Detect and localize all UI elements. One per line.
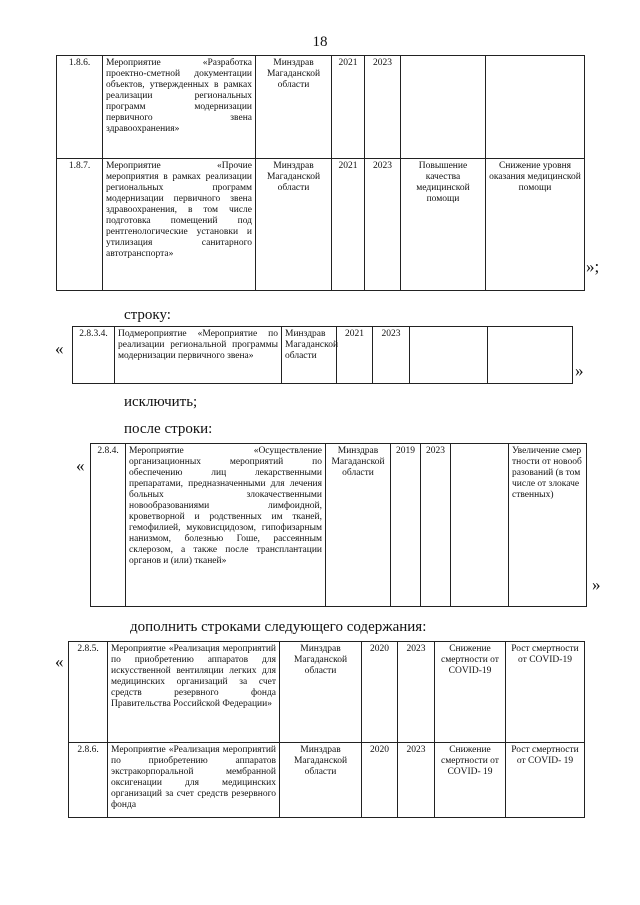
measure-name: Мероприятие «Реализация мероприятий по приобретению аппаратов экстракорпоральной мембранной оксигенации для медицинских организаций за счет средств резервного фонда (108, 743, 280, 818)
row-number: 2.8.5. (69, 642, 108, 743)
consequence: Увеличение смертности от новообразований (в том числе от злокачественных) (509, 444, 587, 607)
table-row (69, 743, 585, 818)
expected-result (401, 56, 486, 159)
expected-result (410, 327, 488, 384)
row-number: 2.8.3.4. (73, 327, 115, 384)
responsible-org: Минздрав Магаданской области (256, 56, 332, 159)
table-row (73, 327, 573, 384)
close-quote-3: » (592, 575, 601, 594)
expected-result: Снижение смертности от COVID- 19 (435, 743, 506, 818)
table-row (69, 642, 585, 743)
expected-result: Снижение смертности от COVID-19 (435, 642, 506, 743)
measure-name: Мероприятие «Реализация мероприятий по приобретению аппаратов для искусственной вентиляции легких для медицинских организаций за счет средств резервного фонда Правительства Российской Федерации» (108, 642, 280, 743)
expected-result: Повышение качества медицинской помощи (401, 159, 486, 291)
measure-name: Подмероприятие «Мероприятие по реализации региональной программы модернизации первичного звена» (115, 327, 282, 384)
table-row (57, 56, 585, 159)
page-number: 18 (312, 34, 328, 50)
consequence: Снижение уровня оказания медицинской помощи (486, 159, 585, 291)
start-year: 2021 (337, 327, 373, 384)
consequence: Рост смертности от COVID-19 (506, 642, 585, 743)
label-add: дополнить строками следующего содержания: (130, 619, 427, 635)
label-row: строку: (124, 307, 171, 323)
table-4 (68, 641, 585, 818)
end-year: 2023 (373, 327, 410, 384)
table-row (57, 159, 585, 291)
start-year: 2020 (362, 743, 398, 818)
close-quote-1: »; (586, 257, 600, 276)
expected-result (451, 444, 509, 607)
start-year: 2019 (391, 444, 421, 607)
open-quote-2: « (55, 339, 64, 358)
start-year: 2021 (332, 159, 365, 291)
end-year: 2023 (421, 444, 451, 607)
measure-name: Мероприятие «Разработка проектно-сметной документации объектов, утвержденных в рамках реализации региональных программ модернизации первичного звена здравоохранения» (103, 56, 256, 159)
table-3 (90, 443, 587, 607)
close-quote-2: » (575, 361, 584, 380)
open-quote-3: « (76, 456, 85, 475)
end-year: 2023 (365, 56, 401, 159)
measure-name: Мероприятие «Прочие мероприятия в рамках реализации региональных программ модернизации первичного звена здравоохранения, в том числе подготовка помещений под рентгенологические установки и утилизация санитарного автотранспорта» (103, 159, 256, 291)
responsible-org: Минздрав Магаданской области (256, 159, 332, 291)
end-year: 2023 (398, 743, 435, 818)
label-exclude: исключить; (124, 394, 198, 410)
row-number: 1.8.7. (57, 159, 103, 291)
row-number: 1.8.6. (57, 56, 103, 159)
start-year: 2020 (362, 642, 398, 743)
start-year: 2021 (332, 56, 365, 159)
table-row (91, 444, 587, 607)
table-1 (56, 55, 585, 291)
row-number: 2.8.4. (91, 444, 126, 607)
consequence (488, 327, 573, 384)
consequence (486, 56, 585, 159)
responsible-org: Минздрав Магаданской области (280, 743, 362, 818)
responsible-org: Минздрав Магаданской области (280, 642, 362, 743)
end-year: 2023 (398, 642, 435, 743)
responsible-org: Минздрав Магаданской области (326, 444, 391, 607)
row-number: 2.8.6. (69, 743, 108, 818)
label-after: после строки: (124, 421, 213, 437)
responsible-org: Минздрав Магаданской области (282, 327, 337, 384)
open-quote-4: « (55, 652, 64, 671)
table-2 (72, 326, 573, 384)
consequence: Рост смертности от COVID- 19 (506, 743, 585, 818)
end-year: 2023 (365, 159, 401, 291)
measure-name: Мероприятие «Осуществление организационных мероприятий по обеспечению лиц лекарственными препаратами, предназначенными для лечения больных злокачественными новообразованиями лимфоидной, кроветворной и родственных им тканей, гемофилией, муковисцидозом, гипофизарным нанизмом, болезнью Гоше, рассеянным склерозом, а также после трансплантации органов и (или) тканей» (126, 444, 326, 607)
